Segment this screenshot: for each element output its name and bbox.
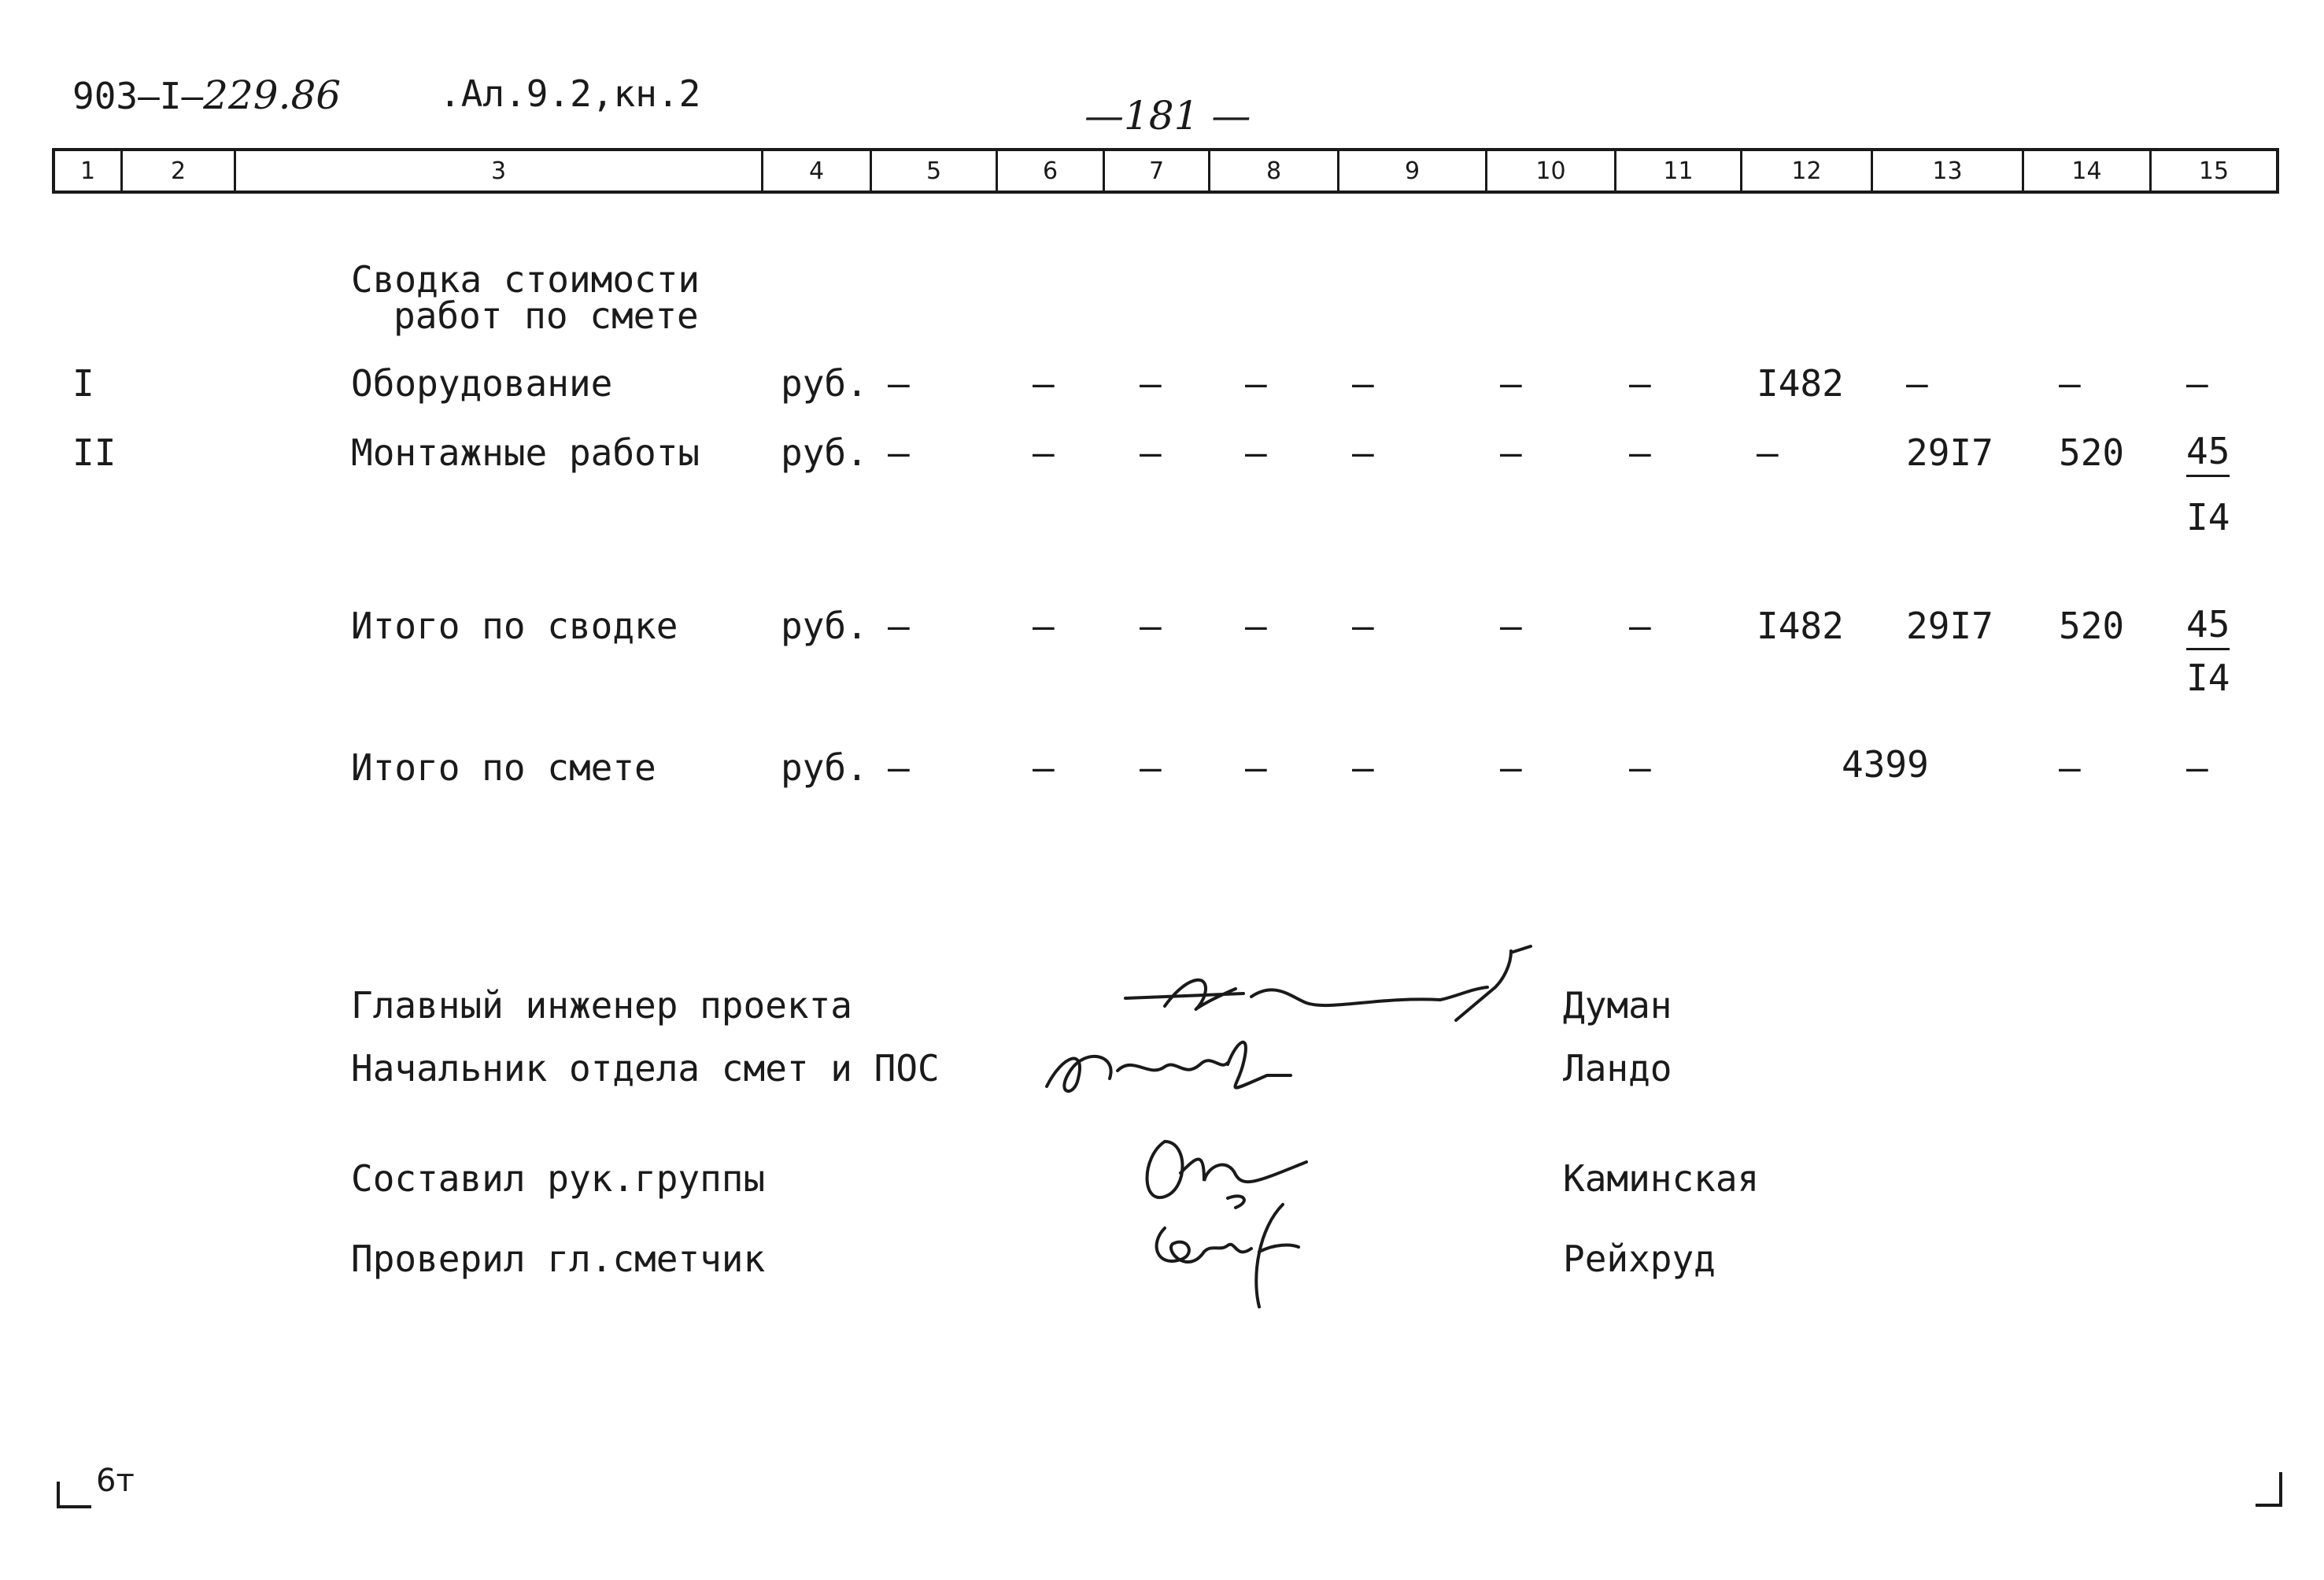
cell-dash: – (1140, 746, 1162, 789)
cell-col12: – (1757, 431, 1779, 474)
column-number: 2 (123, 151, 236, 191)
cell-col15-fraction (2186, 605, 2230, 697)
cell-col15: – (2186, 362, 2208, 405)
cell-dash: – (1629, 746, 1651, 789)
row-unit: руб. (781, 431, 868, 474)
cell-dash: – (1140, 362, 1162, 405)
fraction-denominator: I4 (2186, 656, 2230, 699)
signature-role: Главный инженер проекта (351, 984, 852, 1027)
row-number: II (72, 431, 116, 474)
row-number: I (72, 362, 94, 405)
column-number: 6 (998, 151, 1105, 191)
summary-title-line1: Сводка стоимости (351, 258, 700, 301)
handwritten-signature (1118, 942, 1558, 1028)
cell-col15: – (2186, 746, 2208, 789)
footer-mark: 6т (96, 1463, 135, 1499)
corner-mark-bottom-left (57, 1482, 91, 1508)
cell-dash: – (1629, 431, 1651, 474)
column-number: 13 (1873, 151, 2024, 191)
cell-dash: – (1245, 746, 1267, 789)
handwritten-signature (1031, 1023, 1299, 1110)
fraction-denominator: I4 (2186, 495, 2230, 538)
album-reference: .Ал.9.2,кн.2 (439, 72, 701, 115)
cell-col13: – (1906, 362, 1928, 405)
cell-col12-13-merged: 4399 (1842, 743, 1929, 786)
cell-dash: – (1245, 605, 1267, 647)
column-number: 14 (2024, 151, 2152, 191)
signature-name: Ландо (1563, 1047, 1672, 1090)
cell-dash: – (888, 431, 910, 474)
cell-dash: – (1352, 431, 1374, 474)
fraction-numerator: 45 (2186, 605, 2230, 650)
cell-dash: – (888, 746, 910, 789)
column-number: 5 (872, 151, 998, 191)
cell-dash: – (1500, 605, 1522, 647)
row-unit: руб. (781, 746, 868, 789)
cell-dash: – (1500, 431, 1522, 474)
cell-dash: – (1500, 362, 1522, 405)
page-number: —181 — (1084, 93, 1251, 139)
cell-dash: – (888, 362, 910, 405)
document-code-handwritten: 229.86 (203, 72, 342, 118)
column-number: 7 (1105, 151, 1210, 191)
column-number: 15 (2198, 157, 2230, 185)
column-number: 11 (1616, 151, 1742, 191)
cell-col12: I482 (1757, 362, 1844, 405)
cell-dash: – (1352, 605, 1374, 647)
cell-dash: – (1245, 362, 1267, 405)
cell-col13: 29I7 (1906, 605, 1993, 647)
signature-role: Проверил гл.сметчик (351, 1238, 766, 1280)
cell-dash: – (1033, 746, 1055, 789)
cell-col14: – (2059, 746, 2081, 789)
signature-name: Думан (1563, 984, 1672, 1027)
cell-col14: – (2059, 362, 2081, 405)
cell-dash: – (1033, 431, 1055, 474)
document-code (72, 72, 341, 118)
row-name: Монтажные работы (351, 431, 700, 474)
fraction-numerator: 45 (2186, 431, 2230, 477)
column-number: 9 (1339, 151, 1487, 191)
cell-dash: – (1629, 362, 1651, 405)
document-code-prefix: 903–I– (72, 75, 204, 117)
row-unit: руб. (781, 362, 868, 405)
row-name: Итого по смете (351, 746, 656, 789)
corner-mark-bottom-right (2256, 1472, 2282, 1507)
column-number: 10 (1487, 151, 1616, 191)
cell-dash: – (1033, 362, 1055, 405)
signature-role: Составил рук.группы (351, 1157, 766, 1200)
column-number-strip (52, 148, 2279, 194)
column-number: 3 (236, 151, 763, 191)
cell-dash: – (1352, 746, 1374, 789)
cell-dash: – (1140, 431, 1162, 474)
column-number: 12 (1742, 151, 1873, 191)
column-number: 1 (55, 151, 123, 191)
cell-col14: 520 (2059, 431, 2125, 474)
row-name: Итого по сводке (351, 605, 678, 647)
row-name: Оборудование (351, 362, 613, 405)
cell-dash: – (1629, 605, 1651, 647)
cell-col13: 29I7 (1906, 431, 1993, 474)
cell-dash: – (888, 605, 910, 647)
column-number: 8 (1210, 151, 1339, 191)
column-number: 4 (763, 151, 872, 191)
cell-dash: – (1352, 362, 1374, 405)
cell-dash: – (1245, 431, 1267, 474)
cell-dash: – (1140, 605, 1162, 647)
row-unit: руб. (781, 605, 868, 647)
signature-role: Начальник отдела смет и ПОС (351, 1047, 940, 1090)
cell-col15-fraction (2186, 431, 2230, 537)
cell-col12: I482 (1757, 605, 1844, 647)
handwritten-signature (1141, 1197, 1322, 1315)
cell-col14: 520 (2059, 605, 2125, 647)
summary-title-line2: работ по смете (393, 294, 699, 337)
signature-name: Рейхруд (1563, 1238, 1716, 1280)
cell-dash: – (1500, 746, 1522, 789)
signature-name: Каминская (1563, 1157, 1760, 1200)
cell-dash: – (1033, 605, 1055, 647)
